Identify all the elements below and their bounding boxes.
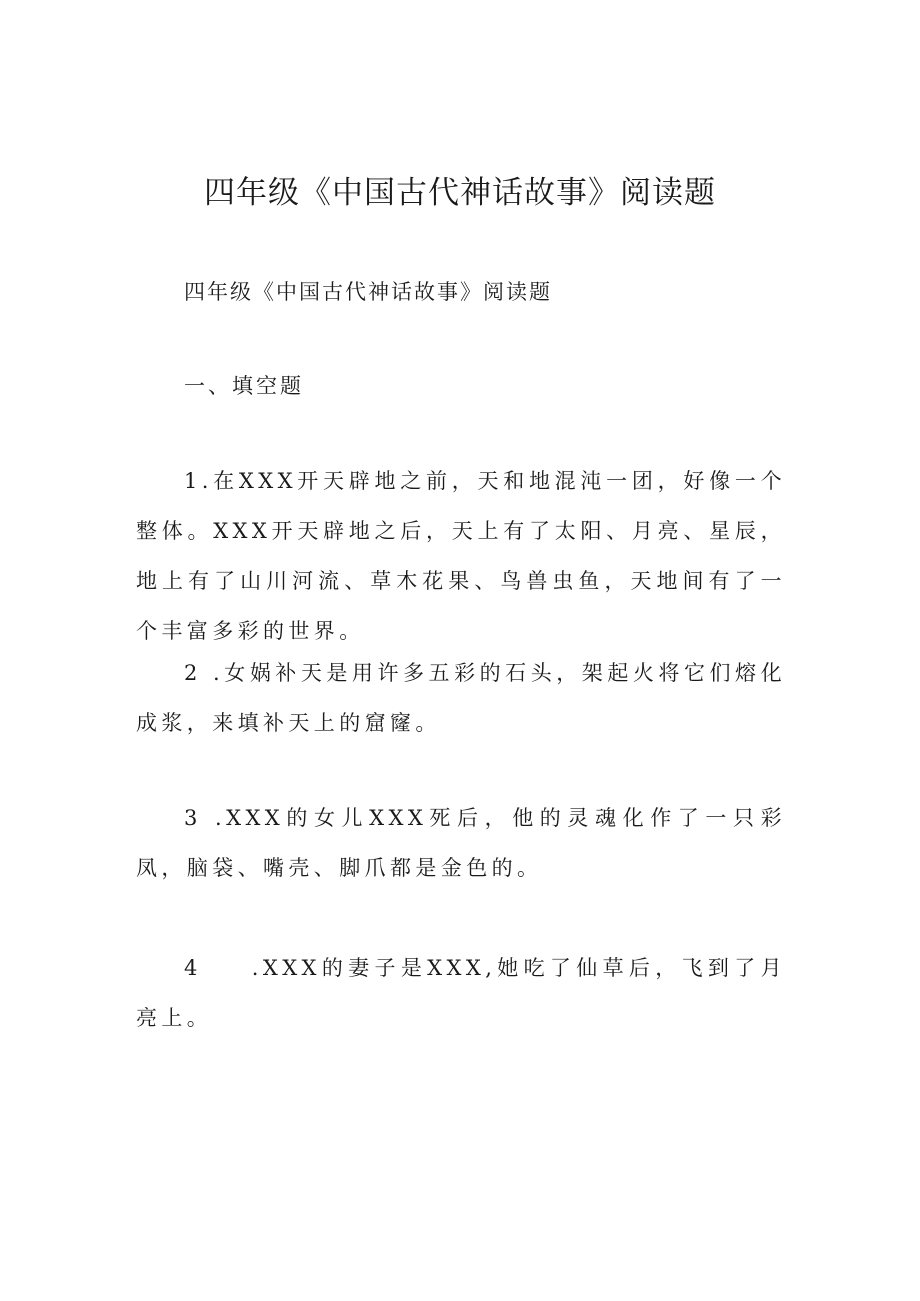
question-2: 2 .女娲补天是用许多五彩的石头，架起火将它们熔化成浆，来填补天上的窟窿。 — [136, 661, 786, 735]
question-4 — [136, 943, 786, 1043]
document-subtitle: 四年级《中国古代神话故事》阅读题 — [184, 280, 552, 304]
question-3: 3 .XXX的女儿XXX死后，他的灵魂化作了一只彩凤，脑袋、嘴壳、脚爪都是金色的。 — [136, 806, 786, 880]
question-4-text: .XXX的妻子是XXX,她吃了仙草后，飞到了月亮上。 — [136, 956, 786, 1030]
question-1: 1.在XXX开天辟地之前，天和地混沌一团，好像一个整体。XXX开天辟地之后，天上有了太阳、月亮、星辰，地上有了山川河流、草木花果、鸟兽虫鱼，天地间有了一个丰富多彩的世界。 — [136, 469, 786, 643]
question-4-number: 4 — [184, 956, 202, 980]
section-heading: 一、填空题 — [184, 374, 304, 398]
document-title: 四年级《中国古代神话故事》阅读题 — [204, 175, 716, 211]
